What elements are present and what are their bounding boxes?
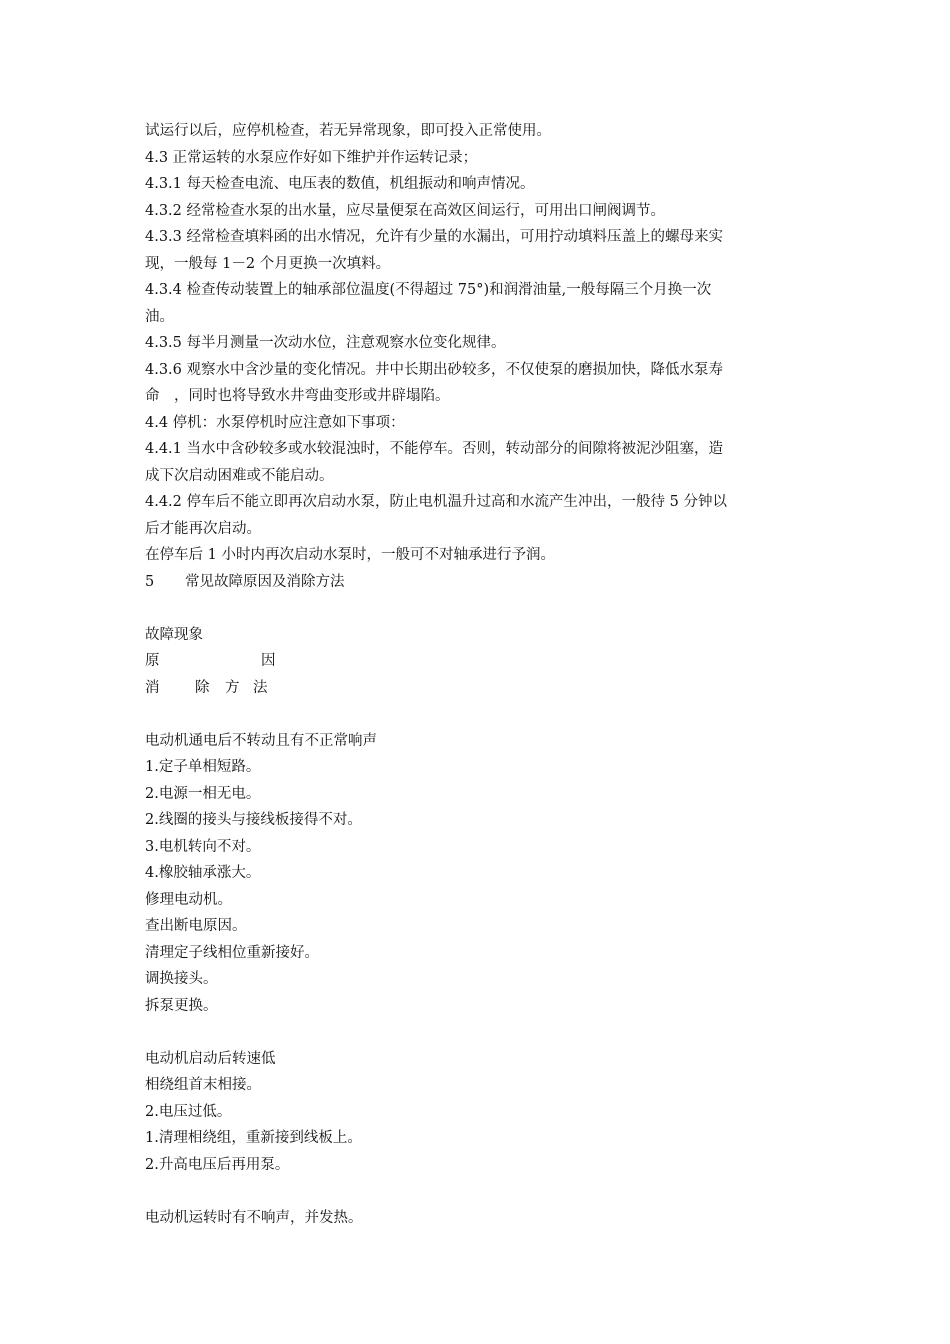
fault-line: 2.电压过低。 (145, 1103, 232, 1120)
paragraph: 成下次启动困难或不能启动。 (145, 467, 334, 484)
fault-line: 2.升高电压后再用泵。 (145, 1156, 290, 1173)
header-char: 法 (253, 679, 268, 696)
section-heading-4-3: 4.3 正常运转的水泵应作好如下维护并作运转记录； (145, 149, 478, 166)
fault-symptom: 电动机启动后转速低 (145, 1050, 276, 1067)
header-char: 原 (145, 653, 160, 669)
fault-line: 4.橡胶轴承涨大。 (145, 865, 261, 881)
paragraph: 4.3.5 每半月测量一次动水位，注意观察水位变化规律。 (145, 335, 506, 351)
paragraph: 4.3.4 检查传动装置上的轴承部位温度(不得超过 75°)和润滑油量,一般每隔三个月换一次 (145, 282, 712, 298)
spacer (145, 595, 815, 622)
paragraph: 后才能再次启动。 (145, 520, 261, 537)
table-header-symptom: 故障现象 (145, 626, 203, 643)
paragraph: 试运行以后，应停机检查，若无异常现象，即可投入正常使用。 (145, 123, 551, 139)
section-heading-4-4: 4.4 停机：水泵停机时应注意如下事项： (145, 414, 405, 431)
section-title: 常见故障原因及消除方法 (185, 573, 345, 590)
spacer (145, 1178, 815, 1205)
fault-line: 修理电动机。 (145, 891, 232, 908)
spacer (145, 701, 815, 728)
paragraph: 4.3.3 经常检查填料函的出水情况，允许有少量的水漏出，可用拧动填料压盖上的螺母来实 (145, 229, 723, 245)
fault-line: 拆泵更换。 (145, 997, 218, 1014)
paragraph: 4.4.2 停车后不能立即再次启动水泵，防止电机温升过高和水流产生冲出，一般待 5 分钟以 (145, 494, 727, 510)
paragraph: 在停车后 1 小时内再次启动水泵时，一般可不对轴承进行予润。 (145, 547, 555, 563)
section-number: 5 (145, 573, 155, 590)
fault-line: 相绕组首末相接。 (145, 1077, 261, 1093)
paragraph: 4.3.2 经常检查水泵的出水量，应尽量便泵在高效区间运行，可用出口闸阀调节。 (145, 202, 666, 219)
paragraph: 命 ，同时也将导致水井弯曲变形或井辟塌陷。 (145, 388, 450, 404)
paragraph: 油。 (145, 308, 174, 325)
fault-line: 2.电源一相无电。 (145, 785, 261, 802)
fault-symptom: 电动机运转时有不响声，并发热。 (145, 1209, 363, 1226)
header-char: 因 (261, 653, 276, 669)
paragraph: 现，一般每 1－2 个月更换一次填料。 (145, 255, 391, 272)
fault-line: 3.电机转向不对。 (145, 838, 261, 855)
paragraph: 4.3.6 观察水中含沙量的变化情况。井中长期出砂较多，不仅使泵的磨损加快，降低水泵寿 (145, 361, 723, 378)
table-header-remedy (145, 675, 815, 702)
document-body (145, 118, 815, 1231)
fault-line: 1.清理相绕组，重新接到线板上。 (145, 1130, 362, 1146)
fault-line: 清理定子线相位重新接好。 (145, 944, 319, 961)
fault-line: 查出断电原因。 (145, 918, 247, 934)
paragraph: 4.4.1 当水中含砂较多或水较混浊时，不能停车。否则，转动部分的间隙将被泥沙阻塞，造 (145, 441, 723, 457)
header-char: 方 (225, 679, 240, 696)
fault-line: 1.定子单相短路。 (145, 759, 261, 775)
table-header-cause (145, 648, 815, 675)
header-char: 消 (145, 679, 160, 696)
fault-line: 2.线圈的接头与接线板接得不对。 (145, 812, 362, 828)
paragraph: 4.3.1 每天检查电流、电压表的数值，机组振动和响声情况。 (145, 176, 535, 192)
section-heading-5 (145, 569, 815, 596)
header-char: 除 (195, 679, 210, 696)
spacer (145, 1019, 815, 1046)
fault-line: 调换接头。 (145, 971, 218, 987)
fault-symptom: 电动机通电后不转动且有不正常响声 (145, 732, 377, 749)
